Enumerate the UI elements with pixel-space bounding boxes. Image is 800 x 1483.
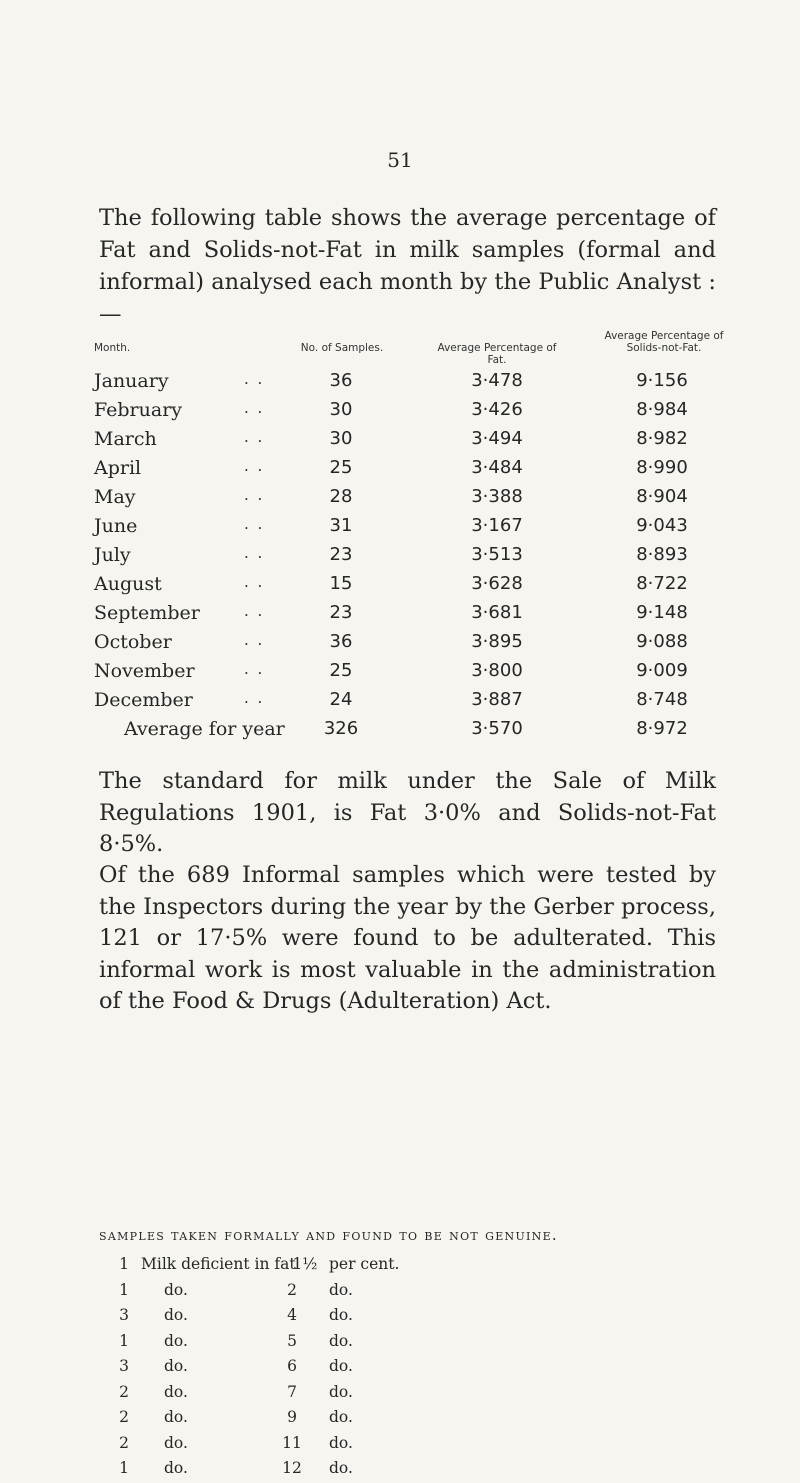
standard-paragraph: The standard for milk under the Sale of Milk Regulations 1901, is Fat 3·0% and Solids-not-Fat 8·5%. (99, 768, 716, 857)
table-row (94, 428, 726, 456)
ditto: do. (164, 1382, 188, 1401)
unit: do. (329, 1331, 353, 1350)
leader-dots: . . (244, 457, 265, 475)
list-item (117, 1434, 557, 1458)
header-samples: No. of Samples. (300, 342, 384, 354)
snf-cell: 9·148 (636, 602, 688, 623)
header-fat: Average Percentage of Fat. (437, 342, 557, 366)
samples-cell: 30 (329, 428, 353, 449)
list-item (117, 1459, 557, 1483)
snf-cell: 8·982 (636, 428, 688, 449)
month-cell: April (94, 457, 142, 479)
ditto: do. (164, 1357, 188, 1375)
fat-cell: 3·895 (471, 631, 523, 652)
count: 2 (119, 1408, 129, 1426)
page-number: 51 (387, 148, 413, 172)
samples-cell: 25 (329, 457, 353, 478)
month-cell: October (94, 631, 172, 653)
unit: do. (329, 1408, 353, 1426)
leader-dots: . . (244, 602, 265, 620)
unit: do. (329, 1459, 353, 1477)
leader-dots: . . (244, 689, 265, 707)
unit: do. (329, 1382, 353, 1401)
ditto: do. (164, 1306, 188, 1324)
ditto: do. (164, 1459, 188, 1477)
count: 3 (119, 1357, 129, 1375)
table-row (94, 399, 726, 427)
month-cell: January (94, 370, 169, 392)
leader-dots: . . (244, 515, 265, 533)
samples-cell: 30 (329, 399, 353, 420)
fat-cell: 3·388 (471, 486, 523, 507)
fat-cell: 3·513 (471, 544, 523, 565)
fat-cell: 3·426 (471, 399, 523, 420)
fat-cell: 3·494 (471, 428, 523, 449)
leader-dots: . . (244, 370, 265, 388)
header-month: Month. (94, 342, 131, 354)
leader-dots: . . (244, 399, 265, 417)
month-cell: November (94, 660, 195, 682)
samples-cell: 23 (329, 544, 353, 565)
snf-cell: 8·904 (636, 486, 688, 507)
snf-cell: 9·043 (636, 515, 688, 536)
unit: do. (329, 1280, 353, 1299)
count: 1 (119, 1255, 129, 1273)
percent: 6 (287, 1357, 297, 1375)
percent: 5 (287, 1331, 297, 1350)
leader-dots: . . (244, 544, 265, 562)
leader-dots: . . (244, 660, 265, 678)
leader-dots: . . (244, 428, 265, 446)
leader-dots: . . (244, 631, 265, 649)
fat-cell: 3·478 (471, 370, 523, 391)
month-cell: September (94, 602, 200, 624)
month-cell: August (94, 573, 162, 595)
leader-dots: . . (244, 486, 265, 504)
average-label: Average for year (124, 718, 285, 740)
month-cell: December (94, 689, 193, 711)
informal-samples-paragraph: Of the 689 Informal samples which were tested by the Inspectors during the year by the Gerber process, 121 or 17·5% were found to be adulterated. This informal work is most valuable in the administration of the Food & Drugs (Adulteration) Act. (99, 862, 716, 1014)
samples-cell: 25 (329, 660, 353, 681)
snf-cell: 8·722 (636, 573, 688, 594)
snf-cell: 8·748 (636, 689, 688, 710)
month-cell: May (94, 486, 136, 508)
table-row (94, 515, 726, 543)
samples-heading: samples taken formally and found to be not genuine. (99, 1226, 558, 1244)
table-row (94, 370, 726, 398)
count: 1 (119, 1459, 129, 1477)
table-row (94, 660, 726, 688)
list-item (117, 1408, 557, 1432)
fat-cell: 3·628 (471, 573, 523, 594)
snf-cell: 8·990 (636, 457, 688, 478)
count: 2 (119, 1382, 129, 1401)
table-row (94, 689, 726, 717)
percent: 12 (282, 1459, 302, 1477)
percent: 7 (287, 1382, 297, 1401)
table-row (94, 457, 726, 485)
list-item (117, 1332, 557, 1356)
table-row (94, 631, 726, 659)
fat-cell: 3·484 (471, 457, 523, 478)
count: 2 (119, 1433, 129, 1452)
percent: 11 (282, 1433, 302, 1452)
list-item (117, 1306, 557, 1330)
percent: 1½ (292, 1255, 318, 1273)
snf-cell: 9·009 (636, 660, 688, 681)
percent: 2 (287, 1280, 297, 1299)
count: 1 (119, 1331, 129, 1350)
list-item (117, 1383, 557, 1407)
snf-cell: 8·893 (636, 544, 688, 565)
table-row (94, 602, 726, 630)
leader-dots: . . (244, 573, 265, 591)
snf-cell: 9·088 (636, 631, 688, 652)
count: 1 (119, 1280, 129, 1299)
samples-cell: 36 (329, 631, 353, 652)
snf-cell: 8·972 (636, 718, 688, 739)
samples-cell: 28 (329, 486, 353, 507)
header-snf: Average Percentage of Solids-not-Fat. (604, 330, 724, 354)
unit: do. (329, 1433, 353, 1452)
samples-cell: 24 (329, 689, 353, 710)
unit: do. (329, 1357, 353, 1375)
samples-cell: 31 (329, 515, 353, 536)
unit: per cent. (329, 1255, 400, 1273)
unit: do. (329, 1306, 353, 1324)
fat-cell: 3·681 (471, 602, 523, 623)
average-row (94, 718, 726, 746)
snf-cell: 8·984 (636, 399, 688, 420)
fat-cell: 3·800 (471, 660, 523, 681)
snf-cell: 9·156 (636, 370, 688, 391)
month-cell: February (94, 399, 183, 421)
ditto: do. (164, 1331, 188, 1350)
samples-cell: 36 (329, 370, 353, 391)
intro-paragraph: The following table shows the average percentage of Fat and Solids-not-Fat in milk samples (formal and informal) analysed each month by the Public Analyst :— (99, 205, 716, 327)
table-row (94, 486, 726, 514)
list-item (117, 1357, 557, 1381)
ditto: do. (164, 1280, 188, 1299)
count: 3 (119, 1306, 129, 1324)
ditto: do. (164, 1433, 188, 1452)
fat-cell: 3·887 (471, 689, 523, 710)
description: Milk deficient in fat (141, 1255, 296, 1273)
fat-cell: 3·570 (471, 718, 523, 739)
samples-cell: 23 (329, 602, 353, 623)
ditto: do. (164, 1408, 188, 1426)
list-item (117, 1281, 557, 1305)
samples-cell: 15 (329, 573, 353, 594)
table-row (94, 544, 726, 572)
percent: 4 (287, 1306, 297, 1324)
samples-cell: 326 (323, 718, 359, 739)
percent: 9 (287, 1408, 297, 1426)
fat-cell: 3·167 (471, 515, 523, 536)
month-cell: June (94, 515, 138, 537)
table-row (94, 573, 726, 601)
month-cell: March (94, 428, 157, 450)
month-cell: July (94, 544, 131, 566)
list-item (117, 1255, 557, 1279)
